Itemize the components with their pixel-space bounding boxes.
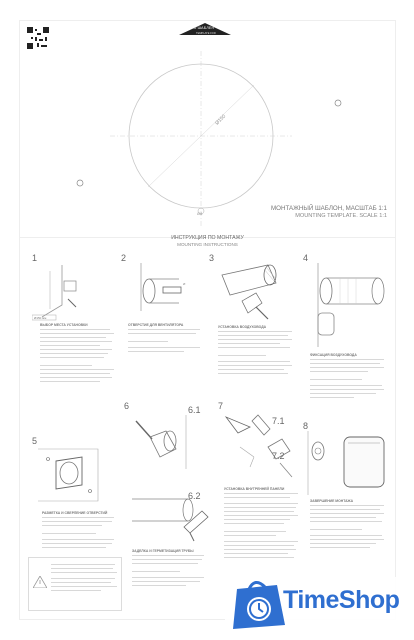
brand-logo [175, 21, 235, 39]
dimension-label: Ø150 [214, 113, 228, 127]
warning-box [28, 557, 122, 611]
step-2-illustration [123, 261, 195, 323]
step-6-illustration [126, 411, 206, 473]
step-4-number: 4 [303, 253, 309, 263]
step-6-number: 6 [124, 401, 130, 411]
step-5-caption: РАЗМЕТКА И СВЕРЛЕНИЕ ОТВЕРСТИЙ [42, 511, 108, 515]
step-4-illustration [304, 261, 386, 351]
step-7-illustration [220, 407, 298, 487]
step-6-1-number: 6.1 [188, 405, 201, 415]
shopping-bag-clock-icon [233, 582, 285, 629]
step-1-dim-label: Ø150 мм [34, 316, 47, 320]
step-2-caption: ОТВЕРСТИЕ ДЛЯ ВЕНТИЛЯТОРА [128, 323, 184, 327]
brand-sub: TEMPLATE FOR [196, 32, 216, 35]
template-title: МОНТАЖНЫЙ ШАБЛОН, МАСШТАБ 1:1 [271, 205, 387, 212]
step-7-caption: УСТАНОВКА ВНУТРЕННЕЙ ПАНЕЛИ [224, 487, 285, 491]
step-4-caption: ФИКСАЦИЯ ВОЗДУХОВОДА [310, 353, 357, 357]
step-3-number: 3 [209, 253, 215, 263]
qr-code [27, 27, 49, 49]
step-7-number: 7 [218, 401, 224, 411]
step-1-caption: ВЫБОР МЕСТА УСТАНОВКИ [40, 323, 88, 327]
warning-icon [33, 576, 47, 588]
template-subtitle: MOUNTING TEMPLATE. SCALE 1:1 [295, 213, 387, 219]
instructions-subtitle: MOUNTING INSTRUCTIONS [177, 242, 238, 247]
step-6-2-illustration [128, 491, 214, 543]
template-circle-drawing [20, 51, 395, 251]
step-5-number: 5 [32, 436, 38, 446]
step-7-1-number: 7.1 [272, 416, 285, 426]
step-3-caption: УСТАНОВКА ВОЗДУХОВОДА [218, 325, 267, 329]
step-8-illustration [304, 425, 390, 499]
step-7-2-number: 7.2 [272, 451, 285, 461]
step-6-2-caption: ЗАДЕЛКА И ГЕРМЕТИЗАЦИЯ ТРУБЫ [132, 549, 194, 553]
center-label: Ø8 [197, 211, 203, 216]
store-badge-name: TimeShop [283, 586, 400, 614]
brand-name: ЗЕРО ШАБЛЕН [186, 26, 215, 30]
step-1-number: 1 [32, 253, 38, 263]
step-3-illustration [212, 261, 290, 325]
step-2-number: 2 [121, 253, 127, 263]
step-8-number: 8 [303, 421, 309, 431]
step-8-caption: ЗАВЕРШЕНИЕ МОНТАЖА [310, 499, 354, 503]
mounting-template-sheet [19, 20, 396, 620]
svg-text:Ø: Ø [183, 282, 186, 286]
instructions-title: ИНСТРУКЦИЯ ПО МОНТАЖУ [171, 235, 244, 241]
step-6-2-number: 6.2 [188, 491, 201, 501]
step-5-illustration [34, 441, 112, 509]
step-1-illustration [32, 261, 92, 321]
